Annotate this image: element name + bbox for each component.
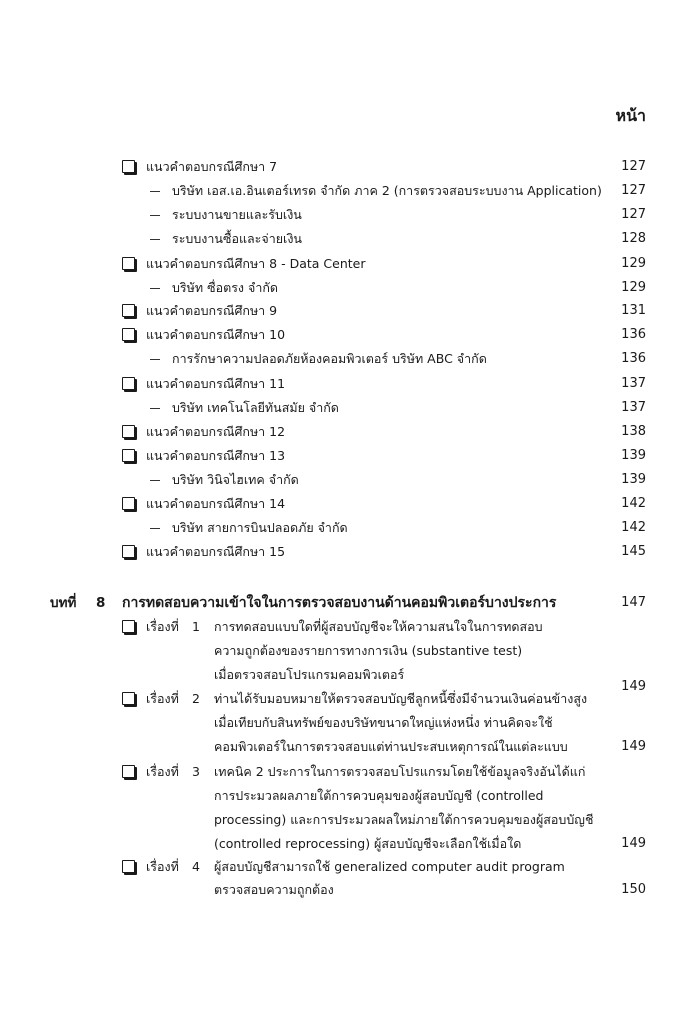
toc-subentry[interactable] [0,277,688,299]
toc-subentry-title: บริษัท เอส.เอ.อินเตอร์เทรด จำกัด ภาค 2 (การตรวจสอบระบบงาน Application) [172,183,602,198]
toc-entry-title: แนวคำตอบกรณีศึกษา 7 [146,159,278,174]
toc-page-number: 127 [621,183,646,198]
checkbox-icon [122,328,135,341]
toc-page-number: 127 [621,159,646,174]
toc-subentry-title: บริษัท ซื่อตรง จำกัด [172,280,279,295]
toc-page-number: 149 [621,679,646,694]
story-text-line: ตรวจสอบความถูกต้อง [214,882,334,897]
checkbox-icon [122,765,135,778]
story-text-line: เทคนิค 2 ประการในการตรวจสอบโปรแกรมโดยใช้ข้อมูลจริงอันได้แก่ [214,764,586,779]
toc-page-number: 129 [621,256,646,271]
story-text-line: (controlled reprocessing) ผู้สอบบัญชีจะเลือกใช้เมื่อใด [214,836,522,851]
toc-page-number: 137 [621,400,646,415]
toc-story-1-last-line [0,664,688,694]
toc-entry-title: แนวคำตอบกรณีศึกษา 8 - Data Center [146,256,366,271]
checkbox-icon [122,377,135,390]
story-text-line: คอมพิวเตอร์ในการตรวจสอบแต่ท่านประสบเหตุการณ์ในแต่ละแบบ [214,739,568,754]
story-text-line: ผู้สอบบัญชีสามารถใช้ generalized computer audit program [214,859,565,874]
toc-subentry-title: ระบบงานขายและรับเงิน [172,207,302,222]
toc-entry-case-12[interactable] [0,421,688,443]
chapter-number: 8 [96,595,106,611]
toc-subentry[interactable] [0,228,688,250]
toc-page-number: 142 [621,496,646,511]
story-number: 1 [192,619,200,634]
toc-entry-title: แนวคำตอบกรณีศึกษา 12 [146,424,286,439]
checkbox-icon [122,545,135,558]
story-number: 4 [192,859,200,874]
toc-subentry-title: บริษัท วินิจไฮเทค จำกัด [172,472,299,487]
toc-subentry[interactable] [0,180,688,202]
dash-icon [150,288,160,289]
story-text-line: การประมวลผลภายใต้การควบคุมของผู้สอบบัญชี (controlled [214,788,544,803]
toc-story-2-last-line [0,736,688,758]
dash-icon [150,408,160,409]
chapter-title: การทดสอบความเข้าใจในการตรวจสอบงานด้านคอมพิวเตอร์บางประการ [122,595,557,611]
toc-entry-title: แนวคำตอบกรณีศึกษา 10 [146,327,286,342]
toc-entry-case-11[interactable] [0,373,688,395]
checkbox-icon [122,304,135,317]
toc-subentry-title: ระบบงานซื้อและจ่ายเงิน [172,231,302,246]
toc-subentry-title: การรักษาความปลอดภัยห้องคอมพิวเตอร์ บริษัท ABC จำกัด [172,351,487,366]
toc-entry-case-14[interactable] [0,493,688,515]
chapter-label: บทที่ [50,595,77,611]
toc-page-number: 129 [621,280,646,295]
toc-story-3[interactable] [0,761,688,783]
story-text-line: ท่านได้รับมอบหมายให้ตรวจสอบบัญชีลูกหนี้ซึ่งมีจำนวนเงินค่อนข้างสูง [214,691,588,706]
dash-icon [150,239,160,240]
toc-chapter-8[interactable] [0,591,688,615]
dash-icon [150,215,160,216]
story-number: 3 [192,764,200,779]
checkbox-icon [122,860,135,873]
toc-story-4[interactable] [0,856,688,878]
story-label: เรื่องที่ [146,691,179,706]
page-column-header: หน้า [615,106,646,125]
story-text-line: การทดสอบแบบใดที่ผู้สอบบัญชีจะให้ความสนใจในการทดสอบ [214,619,543,634]
toc-page-number: 137 [621,376,646,391]
dash-icon [150,359,160,360]
toc-entry-case-8[interactable] [0,253,688,275]
story-label: เรื่องที่ [146,764,179,779]
toc-page-number: 127 [621,207,646,222]
toc-page-number: 147 [621,595,646,610]
toc-entry-title: แนวคำตอบกรณีศึกษา 11 [146,376,286,391]
toc-entry-case-15[interactable] [0,541,688,563]
toc-page-number: 138 [621,424,646,439]
toc-story-2[interactable] [0,688,688,710]
story-number: 2 [192,691,200,706]
toc-entry-case-10[interactable] [0,324,688,346]
checkbox-icon [122,692,135,705]
checkbox-icon [122,425,135,438]
toc-entry-title: แนวคำตอบกรณีศึกษา 14 [146,496,286,511]
toc-page-number: 136 [621,327,646,342]
toc-page-number: 139 [621,472,646,487]
checkbox-icon [122,497,135,510]
toc-subentry-title: บริษัท สายการบินปลอดภัย จำกัด [172,520,348,535]
toc-page-number: 131 [621,303,646,318]
toc-entry-title: แนวคำตอบกรณีศึกษา 13 [146,448,286,463]
dash-icon [150,191,160,192]
story-text-line: เมื่อเทียบกับสินทรัพย์ของบริษัทขนาดใหญ่แห่งหนึ่ง ท่านคิดจะใช้ [214,715,553,730]
toc-subentry-title: บริษัท เทคโนโลยีทันสมัย จำกัด [172,400,339,415]
story-text-line: processing) และการประมวลผลใหม่ภายใต้การควบคุมของผู้สอบบัญชี [214,812,594,827]
toc-entry-case-9[interactable] [0,300,688,322]
toc-page-number: 150 [621,882,646,897]
dash-icon [150,528,160,529]
toc-story-1[interactable] [0,616,688,638]
toc-entry-case-7[interactable] [0,156,688,178]
toc-page-number: 149 [621,739,646,754]
toc-page-number: 145 [621,544,646,559]
checkbox-icon [122,620,135,633]
story-text-line: เมื่อตรวจสอบโปรแกรมคอมพิวเตอร์ [214,667,405,682]
toc-story-3-last-line [0,833,688,855]
toc-entry-case-13[interactable] [0,445,688,467]
toc-page-number: 142 [621,520,646,535]
story-text-line: ความถูกต้องของรายการทางการเงิน (substantive test) [214,643,523,658]
toc-entry-title: แนวคำตอบกรณีศึกษา 15 [146,544,286,559]
checkbox-icon [122,160,135,173]
toc-page-number: 136 [621,351,646,366]
toc-page-number: 149 [621,836,646,851]
toc-subentry[interactable] [0,204,688,226]
checkbox-icon [122,449,135,462]
story-label: เรื่องที่ [146,619,179,634]
toc-subentry[interactable] [0,397,688,419]
toc-page-number: 128 [621,231,646,246]
toc-story-4-last-line [0,879,688,901]
dash-icon [150,480,160,481]
toc-page-number: 139 [621,448,646,463]
toc-subentry[interactable] [0,517,688,539]
checkbox-icon [122,257,135,270]
toc-subentry[interactable] [0,348,688,370]
toc-subentry[interactable] [0,469,688,491]
story-label: เรื่องที่ [146,859,179,874]
toc-entry-title: แนวคำตอบกรณีศึกษา 9 [146,303,278,318]
